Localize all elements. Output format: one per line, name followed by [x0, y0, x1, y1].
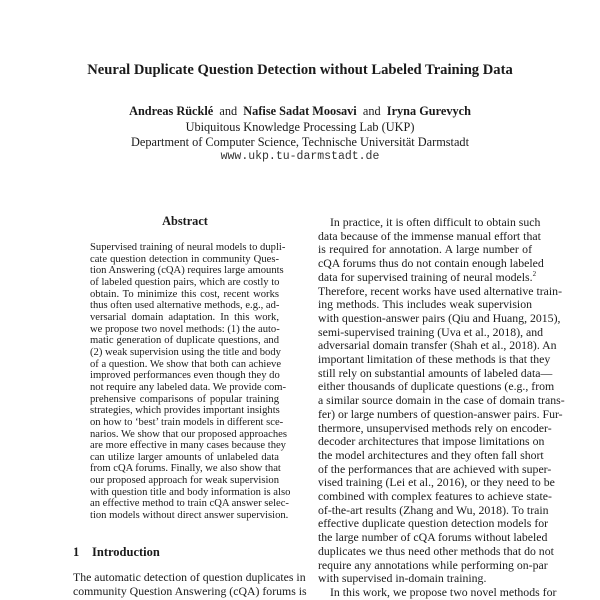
text-line-content: important limitation of these methods is that they [318, 352, 551, 367]
text-line [90, 394, 279, 406]
text-line-content: versarial domain adaptation. In this work, [90, 311, 279, 323]
text-line-content: the model architectures and they often fall short [318, 447, 544, 462]
text-line [318, 283, 563, 299]
text-line [318, 393, 565, 408]
text-line [90, 475, 279, 487]
text-line [73, 583, 307, 599]
text-line [90, 277, 279, 289]
text-line [318, 352, 551, 367]
text-line-content: strategies, which provides important insights [90, 405, 280, 417]
text-line [318, 243, 532, 257]
text-line-content: duplicates we thus need other methods that do not [318, 543, 554, 558]
text-line [318, 215, 541, 230]
author-name: Iryna Gurevych [386, 104, 471, 118]
section-heading-introduction [73, 545, 160, 560]
text-line-content: cate question detection in community Ques- [90, 253, 279, 265]
author-separator: and [219, 104, 238, 118]
text-line [318, 228, 541, 244]
text-line [318, 434, 545, 449]
text-line [318, 406, 563, 422]
text-line-content: tion models without direct answer supervision. [90, 510, 289, 522]
author-name: Nafise Sadat Moosavi [243, 104, 357, 118]
text-line [73, 570, 306, 585]
text-line-content: the large number of cQA forums without labeled [318, 530, 548, 545]
affiliation: Ubiquitous Knowledge Processing Lab (UKP) [185, 120, 415, 134]
text-line [318, 338, 557, 353]
text-line [90, 242, 286, 254]
text-line [318, 298, 532, 312]
text-line-content: with supervised in-domain training. [318, 571, 487, 586]
text-line-content: of-the-art results (Zhang and Wu, 2018). To train [318, 502, 549, 517]
text-line [90, 486, 291, 499]
text-line-content: of a question. We show that both can achieve [90, 358, 282, 370]
text-line [318, 557, 548, 573]
text-line-content: semi-supervised training (Uva et al., 2018), and [318, 324, 544, 339]
text-line [318, 572, 532, 586]
affiliation-url[interactable]: www.ukp.tu-darmstadt.de [220, 150, 380, 163]
text-line-content: tion Answering (cQA) requires large amounts [90, 265, 284, 277]
text-line-content: fer) or large numbers of question-answer pairs. Fur- [318, 406, 563, 421]
text-line [318, 310, 561, 326]
text-line [318, 530, 548, 545]
text-line [90, 381, 287, 394]
text-line [90, 440, 286, 452]
footnote-marker[interactable]: 2 [532, 269, 537, 278]
text-line-content: combined with complex features to achieve state- [318, 489, 552, 504]
text-line-content: of labeled question pairs, which are costly to [90, 276, 280, 288]
text-line-content: effective duplicate question detection models for [318, 516, 549, 531]
text-line [90, 254, 279, 266]
text-line-content: with question title and body information is also [90, 486, 291, 498]
text-line [90, 347, 279, 359]
text-line [90, 405, 279, 417]
text-line [90, 265, 284, 277]
text-line-content: The automatic detection of question duplicates in [73, 570, 306, 584]
text-line [318, 447, 544, 463]
text-line-content: In this work, we propose two novel methods for [330, 584, 557, 599]
introduction-body [73, 570, 307, 598]
text-line-content: is required for annotation. A large number of [318, 242, 532, 257]
text-line-content: improved performances even though they do [90, 370, 280, 382]
text-line-content: a similar source domain in the case of domain trans- [318, 393, 565, 408]
text-line [90, 428, 287, 441]
text-line [318, 365, 553, 381]
text-line-content: adversarial domain transfer (Shah et al., 2018). An [318, 338, 557, 353]
text-line [318, 256, 544, 271]
paper-title: Neural Duplicate Question Detection without Labeled Training Data [87, 62, 513, 78]
abstract-heading: Abstract [162, 214, 208, 228]
author-name: Andreas Rücklé [129, 104, 214, 118]
text-line-content: can utilize larger amounts of unlabeled data [90, 451, 279, 463]
text-line-content: still rely on substantial amounts of labeled data— [318, 365, 553, 380]
text-line [90, 312, 279, 324]
text-line [318, 489, 552, 504]
text-line-content: ing methods. This includes weak supervision [318, 297, 532, 312]
text-line-content: vised training (Lei et al., 2016), or they need to be [318, 475, 555, 490]
text-line [90, 416, 284, 429]
right-column-body [318, 215, 565, 600]
text-line-content: matic generation of duplicate questions, and [90, 335, 279, 347]
text-line [318, 584, 557, 600]
text-line-content: cQA forums thus do not contain enough labeled [318, 256, 544, 271]
text-line-content: require any annotations while performing on-par [318, 557, 548, 572]
text-line-content: not require any labeled data. We provide com- [90, 381, 287, 393]
text-line [318, 543, 554, 559]
text-line-content: an effective method to train cQA answer selec- [90, 498, 289, 510]
author-list [0, 104, 600, 119]
text-line [90, 289, 279, 301]
text-line [90, 452, 279, 464]
text-line-content: obtain. To minimize this cost, recent works [90, 288, 279, 300]
text-line [90, 324, 279, 336]
text-line [318, 324, 544, 340]
text-line-content: In practice, it is often difficult to obtain such [330, 215, 541, 229]
text-line-content: our proposed approach for weak supervision [90, 475, 279, 487]
text-line-content: narios. We show that our proposed approaches [90, 428, 287, 440]
department: Department of Computer Science, Technische Universität Darmstadt [131, 135, 469, 149]
abstract-body [90, 242, 291, 522]
text-line-content: are more effective in many cases because they [90, 440, 286, 452]
text-line [318, 379, 555, 394]
text-line-content: community Question Answering (cQA) forums is [73, 583, 307, 598]
text-line-content: we propose two novel methods: (1) the auto- [90, 323, 280, 335]
text-line-content: with question-answer pairs (Qiu and Huang, 2015), [318, 310, 561, 325]
text-line [318, 502, 549, 518]
text-line [318, 516, 549, 531]
text-line-content: either thousands of duplicate questions (e.g., from [318, 379, 555, 394]
text-line [318, 461, 552, 477]
text-line [90, 300, 279, 312]
text-line-content: thermore, unsupervised methods rely on encoder- [318, 420, 552, 435]
text-line [318, 269, 537, 285]
text-line-content: on how to ‘best’ train models in different sce- [90, 416, 284, 428]
text-line [90, 463, 279, 475]
text-line-content: from cQA forums. Finally, we also show that [90, 463, 281, 475]
text-line [318, 420, 552, 436]
text-line-content: decoder architectures that impose limitations on [318, 434, 545, 449]
text-line-content: of the performances that are achieved with super- [318, 461, 552, 476]
text-line [90, 498, 289, 510]
text-line-content: Supervised training of neural models to dupli- [90, 242, 286, 253]
text-line-content: prehensive comparisons of popular training [90, 393, 279, 405]
author-separator: and [362, 104, 381, 118]
text-line-content: Therefore, recent works have used alternative train- [318, 283, 563, 298]
text-line [90, 335, 279, 347]
section-number: 1 [73, 545, 80, 559]
text-line [90, 370, 279, 382]
text-line-content: data for supervised training of neural models. [318, 269, 533, 284]
text-line-content: data because of the immense manual effort that [318, 228, 541, 243]
text-line-content: (2) weak supervision using the title and body [90, 346, 281, 358]
text-line [318, 475, 555, 490]
text-line [90, 510, 289, 522]
section-title: Introduction [92, 545, 160, 559]
text-line [90, 358, 282, 371]
text-line-content: thus often used alternative methods, e.g., ad- [90, 300, 280, 312]
